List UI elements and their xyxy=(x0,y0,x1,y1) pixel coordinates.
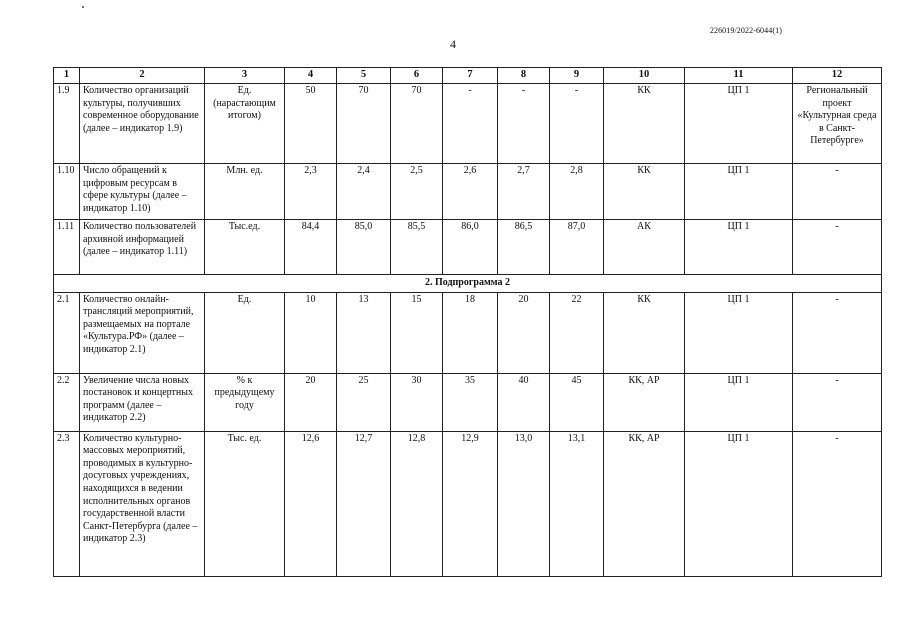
indicator-name: Количество пользователей архивной информацией (далее – индикатор 1.11) xyxy=(80,220,205,275)
value-cell: 20 xyxy=(285,373,337,431)
unit-cell: Ед. xyxy=(205,292,285,373)
value-cell: 2,5 xyxy=(391,164,443,220)
unit-cell: Тыс. ед. xyxy=(205,431,285,576)
value-cell: 86,5 xyxy=(498,220,550,275)
value-cell: 45 xyxy=(550,373,604,431)
project-cell: Региональный проект «Культурная среда в Санкт-Петербурге» xyxy=(793,84,882,164)
indicator-name: Количество организаций культуры, получивших современное оборудование (далее – индикатор 1.9) xyxy=(80,84,205,164)
project-cell: - xyxy=(793,373,882,431)
value-cell: 85,0 xyxy=(337,220,391,275)
value-cell: 22 xyxy=(550,292,604,373)
executor-cell: АК xyxy=(604,220,685,275)
column-header: 2 xyxy=(80,68,205,84)
row-index: 1.11 xyxy=(54,220,80,275)
indicator-name: Число обращений к цифровым ресурсам в сфере культуры (далее – индикатор 1.10) xyxy=(80,164,205,220)
section-title: 2. Подпрограмма 2 xyxy=(54,275,882,293)
value-cell: 86,0 xyxy=(443,220,498,275)
executor-cell: КК xyxy=(604,164,685,220)
column-header: 11 xyxy=(685,68,793,84)
value-cell: 2,6 xyxy=(443,164,498,220)
value-cell: 15 xyxy=(391,292,443,373)
value-cell: 2,7 xyxy=(498,164,550,220)
value-cell: 12,8 xyxy=(391,431,443,576)
page-number: 4 xyxy=(450,37,456,51)
value-cell: 12,9 xyxy=(443,431,498,576)
value-cell: 10 xyxy=(285,292,337,373)
value-cell: 87,0 xyxy=(550,220,604,275)
scan-speck xyxy=(82,6,84,8)
column-header: 1 xyxy=(54,68,80,84)
table-row xyxy=(54,292,882,373)
value-cell: 13,1 xyxy=(550,431,604,576)
goal-cell: ЦП 1 xyxy=(685,84,793,164)
value-cell: 2,4 xyxy=(337,164,391,220)
column-header: 8 xyxy=(498,68,550,84)
value-cell: 50 xyxy=(285,84,337,164)
project-cell: - xyxy=(793,220,882,275)
value-cell: 25 xyxy=(337,373,391,431)
column-header: 10 xyxy=(604,68,685,84)
row-index: 2.3 xyxy=(54,431,80,576)
value-cell: 70 xyxy=(337,84,391,164)
value-cell: 40 xyxy=(498,373,550,431)
value-cell: 20 xyxy=(498,292,550,373)
row-index: 2.1 xyxy=(54,292,80,373)
column-header: 9 xyxy=(550,68,604,84)
table-row xyxy=(54,84,882,164)
goal-cell: ЦП 1 xyxy=(685,431,793,576)
unit-cell: Тыс.ед. xyxy=(205,220,285,275)
table-row xyxy=(54,373,882,431)
value-cell: 18 xyxy=(443,292,498,373)
indicator-name: Количество культурно-массовых мероприятий, проводимых в культурно-досуговых учреждениях, находящихся в ведении исполнительных органов государственной власти Санкт-Петербурга (далее – индикатор 2.3) xyxy=(80,431,205,576)
column-header: 3 xyxy=(205,68,285,84)
goal-cell: ЦП 1 xyxy=(685,164,793,220)
table-row xyxy=(54,220,882,275)
value-cell: 12,6 xyxy=(285,431,337,576)
executor-cell: КК, АР xyxy=(604,373,685,431)
project-cell: - xyxy=(793,164,882,220)
unit-cell: % к предыдущему году xyxy=(205,373,285,431)
column-header: 4 xyxy=(285,68,337,84)
indicator-name: Увеличение числа новых постановок и концертных программ (далее – индикатор 2.2) xyxy=(80,373,205,431)
header-row xyxy=(54,68,882,84)
column-header: 5 xyxy=(337,68,391,84)
goal-cell: ЦП 1 xyxy=(685,292,793,373)
goal-cell: ЦП 1 xyxy=(685,220,793,275)
value-cell: 70 xyxy=(391,84,443,164)
value-cell: 84,4 xyxy=(285,220,337,275)
value-cell: 13 xyxy=(337,292,391,373)
value-cell: 12,7 xyxy=(337,431,391,576)
row-index: 1.9 xyxy=(54,84,80,164)
column-header: 12 xyxy=(793,68,882,84)
section-row xyxy=(54,275,882,293)
value-cell: 85,5 xyxy=(391,220,443,275)
value-cell: - xyxy=(498,84,550,164)
table-row xyxy=(54,431,882,576)
column-header: 6 xyxy=(391,68,443,84)
table-row xyxy=(54,164,882,220)
value-cell: 13,0 xyxy=(498,431,550,576)
value-cell: 2,3 xyxy=(285,164,337,220)
unit-cell: Ед. (нарастающим итогом) xyxy=(205,84,285,164)
indicator-name: Количество онлайн-трансляций мероприятий, размещаемых на портале «Культура.РФ» (далее – индикатор 2.1) xyxy=(80,292,205,373)
unit-cell: Млн. ед. xyxy=(205,164,285,220)
row-index: 2.2 xyxy=(54,373,80,431)
value-cell: 35 xyxy=(443,373,498,431)
project-cell: - xyxy=(793,292,882,373)
project-cell: - xyxy=(793,431,882,576)
document-number: 226019/2022-6044(1) xyxy=(709,26,782,35)
row-index: 1.10 xyxy=(54,164,80,220)
column-header: 7 xyxy=(443,68,498,84)
indicators-table xyxy=(53,67,882,577)
goal-cell: ЦП 1 xyxy=(685,373,793,431)
executor-cell: КК, АР xyxy=(604,431,685,576)
executor-cell: КК xyxy=(604,292,685,373)
value-cell: 30 xyxy=(391,373,443,431)
value-cell: - xyxy=(550,84,604,164)
value-cell: 2,8 xyxy=(550,164,604,220)
executor-cell: КК xyxy=(604,84,685,164)
value-cell: - xyxy=(443,84,498,164)
